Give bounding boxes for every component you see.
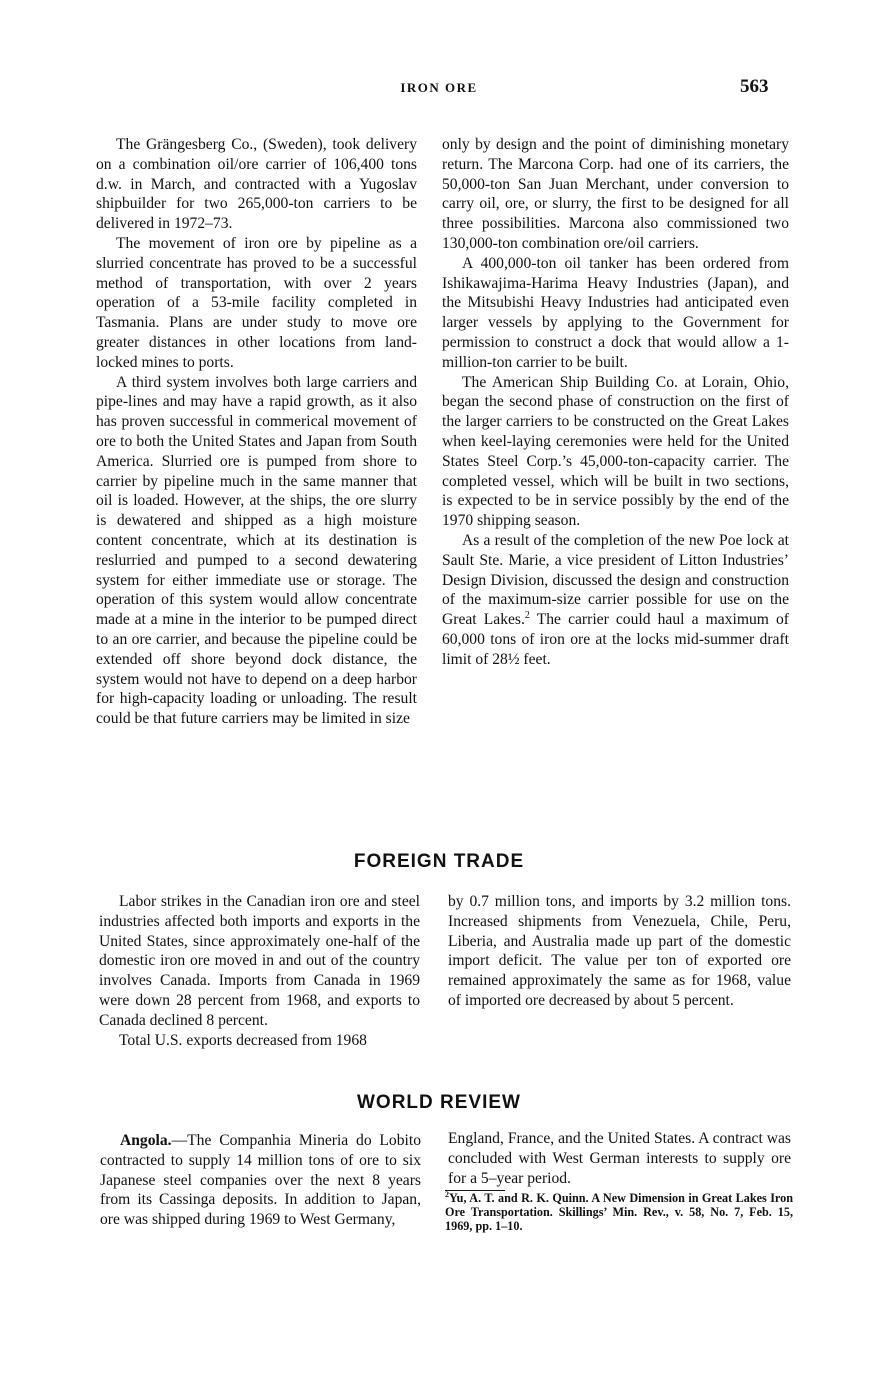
footnote-reference: 2: [524, 609, 530, 621]
paragraph: A 400,000-ton oil tanker has been ordered from Ishikawajima-Harima Heavy Industries (Japan), and the Mitsubishi Heavy Industries had anticipated even larger vessels by applying to the Government for permission to construct a dock that would allow a 1-million-ton carrier to be built.: [442, 254, 789, 371]
page-number: 563: [740, 76, 769, 97]
foreign-trade-right-column: [448, 892, 791, 1011]
paragraph: The American Ship Building Co. at Lorain, Ohio, began the second phase of construction on the first of the larger carriers to be constructed on the Great Lakes when keel-laying ceremonies were held for the United States Steel Corp.’s 45,000-ton-capacity carrier. The completed vessel, which will be built in two sections, is expected to be in service possibly by the end of the 1970 shipping season.: [442, 373, 789, 530]
country-heading: Angola.: [120, 1132, 172, 1149]
paragraph-text: —The Companhia Mineria do Lobito contracted to supply 14 million tons of ore to six Japanese steel companies over the next 8 years from its Cassinga deposits. In addition to Japan, ore was shipped during 1969 to West Germany,: [100, 1132, 421, 1229]
paragraph-text: The carrier could haul a maximum of 60,000 tons of iron ore at the locks mid-summer draft limit of 28½ feet.: [442, 611, 789, 668]
paragraph: [100, 1131, 421, 1230]
paragraph-text: As a result of the completion of the new Poe lock at Sault Ste. Marie, a vice president of Litton Industries’ Design Division, discussed the design and construction of the maximum-size carrier possible for use on the Great Lakes.: [442, 531, 789, 629]
paragraph: [442, 531, 789, 670]
world-review-right-column: [448, 1129, 791, 1188]
foreign-trade-left-column: [99, 892, 420, 1050]
paragraph-continuation: by 0.7 million tons, and imports by 3.2 million tons. Increased shipments from Venezuela, Chile, Peru, Liberia, and Australia made up part of the domestic import deficit. The value per ton of exported ore remained approximately the same as for 1968, value of imported ore decreased by about 5 percent.: [448, 893, 791, 1009]
paragraph-continuation: only by design and the point of diminishing monetary return. The Marcona Corp. had one of its carriers, the 50,000-ton San Juan Merchant, under conversion to carry oil, ore, or slurry, the first to be designed for all three possibilities. Marcona also commissioned two 130,000-ton combination ore/oil carriers.: [442, 136, 789, 252]
section-heading-foreign-trade: FOREIGN TRADE: [353, 851, 525, 872]
paragraph-continuation: England, France, and the United States. A contract was concluded with West German interests to supply ore for a 5–year period.: [448, 1130, 791, 1187]
paragraph: Total U.S. exports decreased from 1968: [119, 1031, 367, 1049]
footnote-marker: 2: [445, 1189, 449, 1199]
running-head: IRON ORE: [400, 80, 478, 95]
section-heading-world-review: WORLD REVIEW: [357, 1092, 521, 1113]
footnote: [445, 1189, 793, 1233]
footnote-text: Yu, A. T. and R. K. Quinn. A New Dimension in Great Lakes Iron Ore Transportation. Skillings’ Min. Rev., v. 58, No. 7, Feb. 15, 1969, pp. 1–10.: [445, 1191, 793, 1233]
paragraph: Labor strikes in the Canadian iron ore and steel industries affected both imports and exports in the United States, since approximately one-half of the domestic iron ore moved in and out of the country involves Canada. Imports from Canada in 1969 were down 28 percent from 1968, and exports to Canada declined 8 percent.: [99, 893, 420, 1029]
paragraph: The Grängesberg Co., (Sweden), took delivery on a combination oil/ore carrier of 106,400 tons d.w. in March, and contracted with a Yugoslav shipbuilder for two 265,000-ton carriers to be delivered in 1972–73.: [96, 136, 417, 233]
transport-right-column: [442, 135, 789, 670]
world-review-left-column: [100, 1131, 421, 1230]
paragraph: The movement of iron ore by pipeline as a slurried concentrate has proved to be a successful method of transportation, with over 2 years operation of a 53-mile facility completed in Tasmania. Plans are under study to move ore greater distances in other locations from land-locked mines to ports.: [96, 234, 417, 371]
paragraph: A third system involves both large carriers and pipe-lines and may have a rapid growth, as it also has proven successful in commerical movement of ore to both the United States and Japan from South America. Slurried ore is pumped from shore to carrier by pipeline much in the same manner that oil is loaded. However, at the ships, the ore slurry is dewatered and shipped as a high moisture content concentrate, which at its destination is reslurried and pumped to a second dewatering system for either immediate use or storage. The operation of this system would allow concentrate made at a mine in the interior to be pumped direct to an ore carrier, and because the pipeline could be extended off shore beyond dock distance, the system would not have to depend on a deep harbor for high-capacity loading or unloading. The result could be that future carriers may be limited in size: [96, 373, 417, 728]
transport-left-column: [96, 135, 417, 729]
